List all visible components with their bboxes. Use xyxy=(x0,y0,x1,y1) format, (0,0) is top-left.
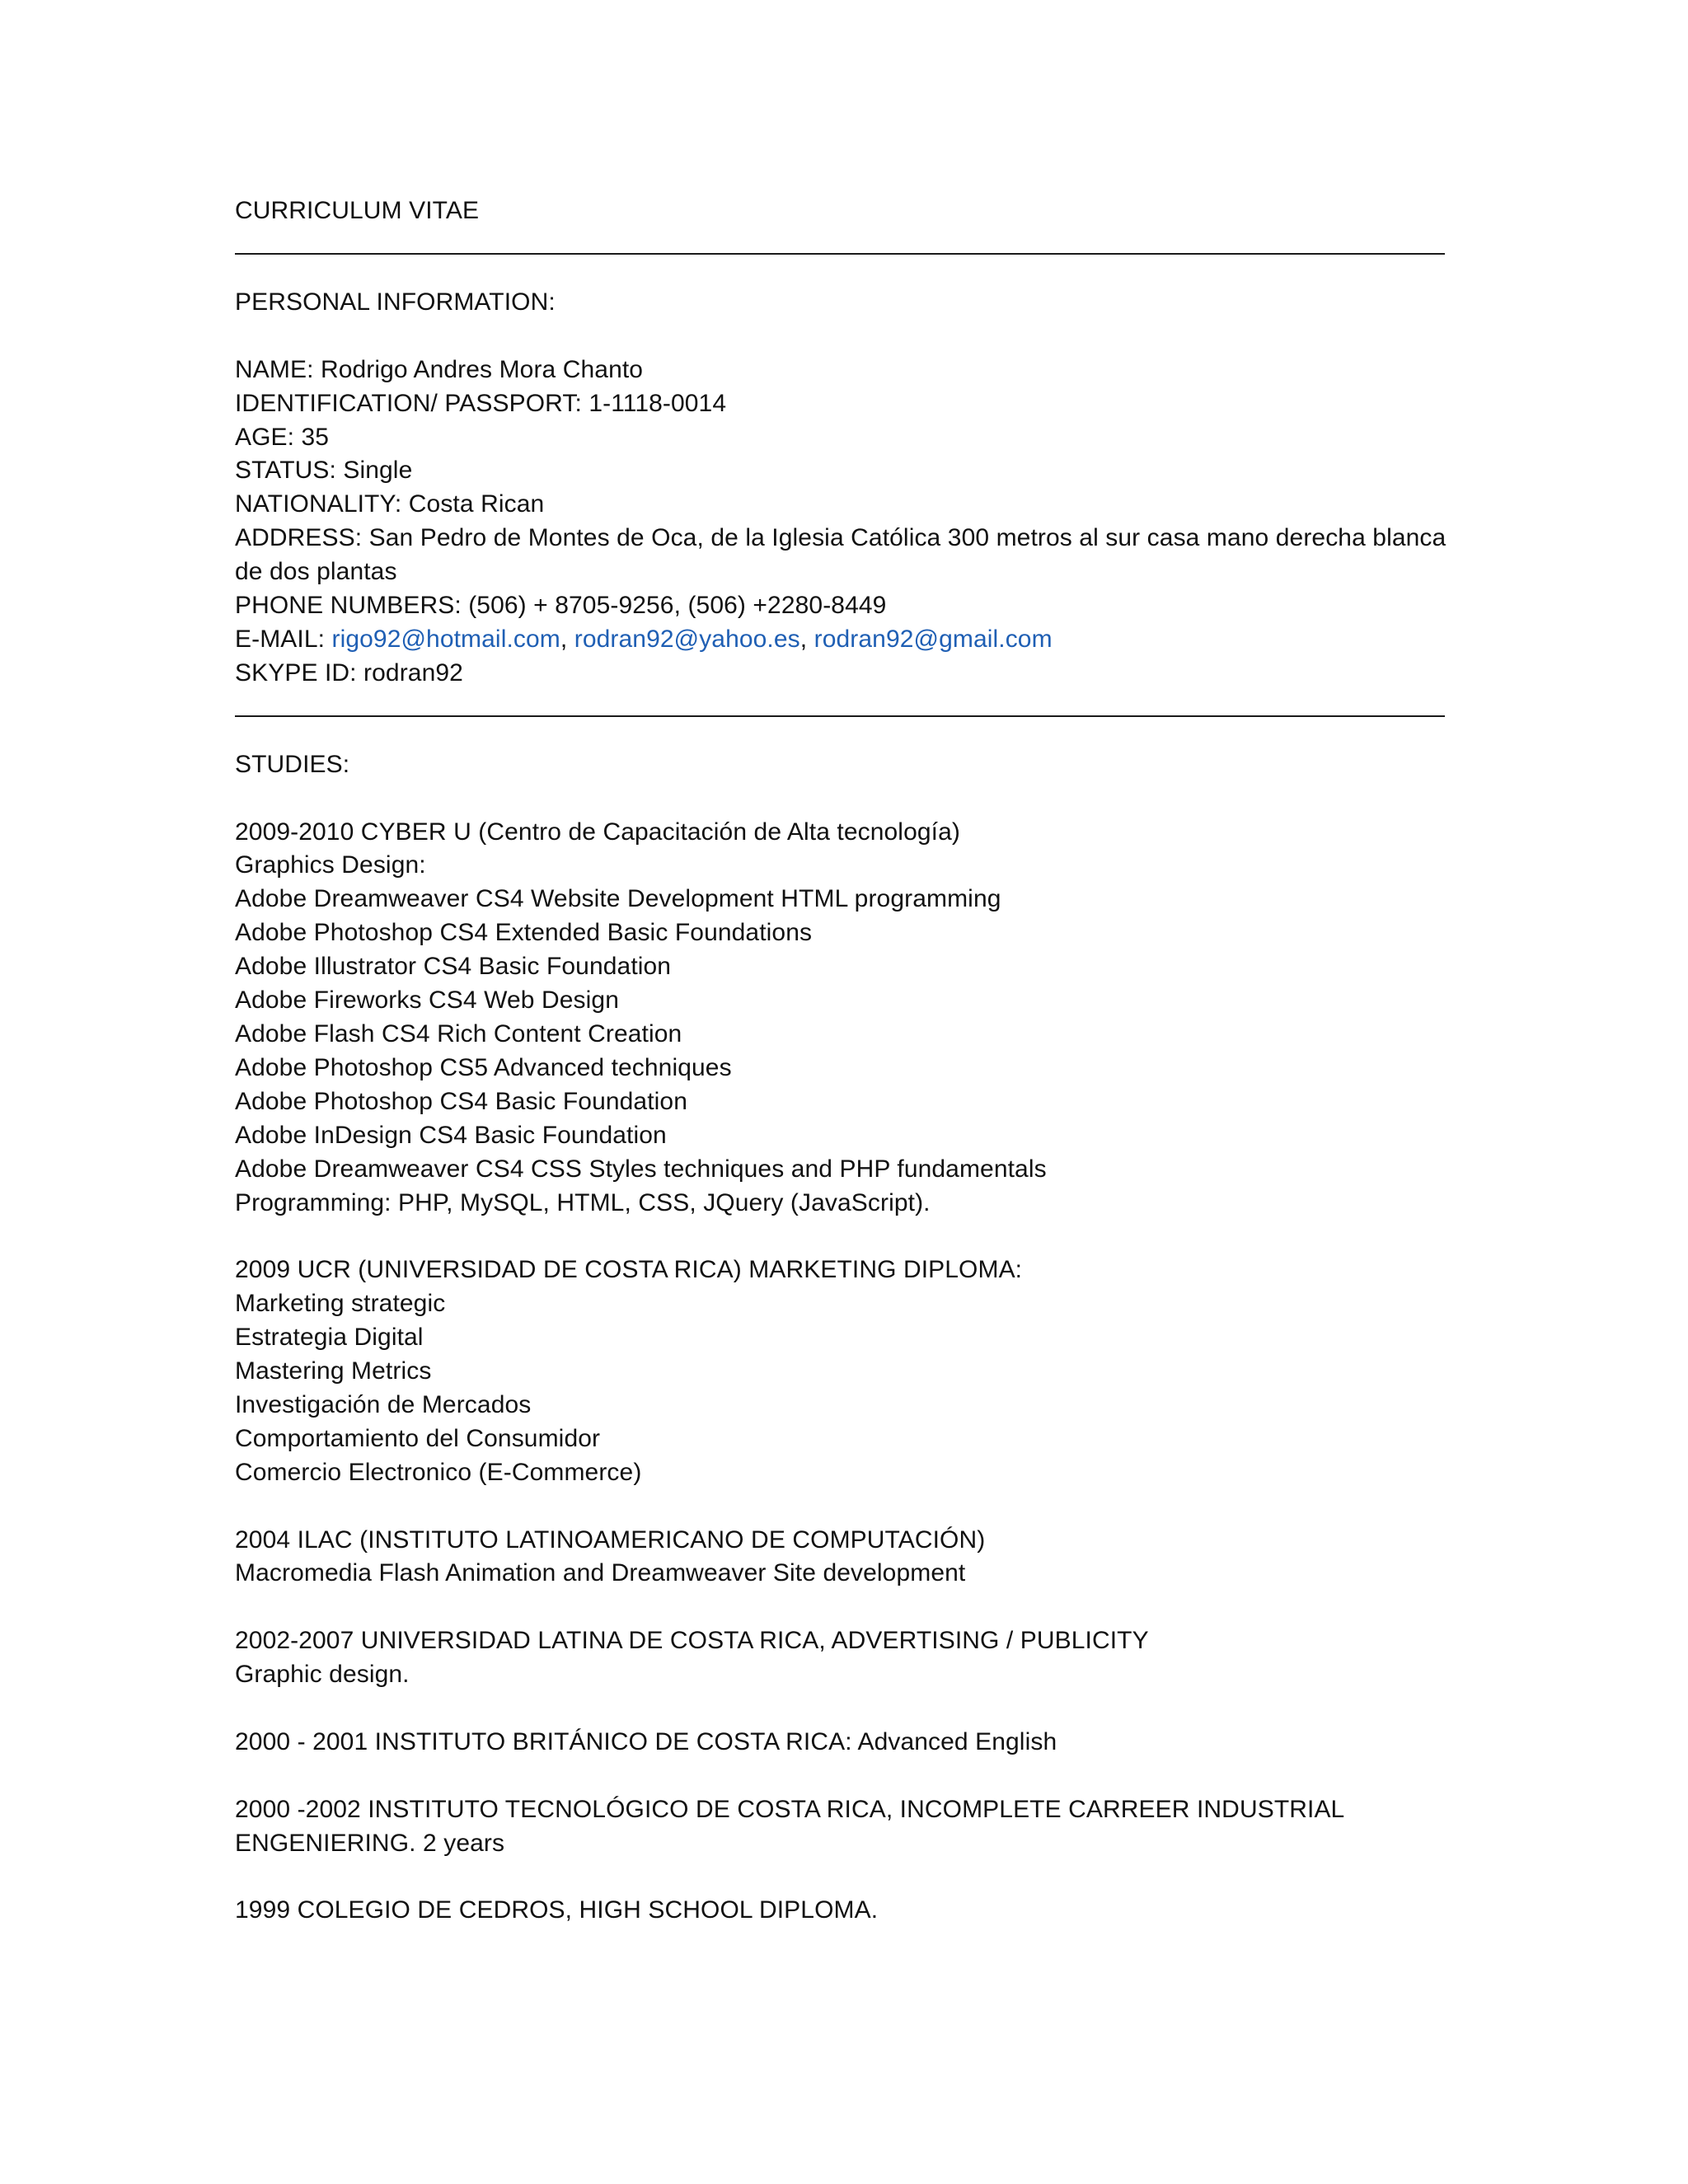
list-item: Mastering Metrics xyxy=(235,1357,432,1385)
list-item: Estrategia Digital xyxy=(235,1324,424,1352)
email-separator: , xyxy=(560,625,574,653)
personal-info-heading: PERSONAL INFORMATION: xyxy=(235,288,556,316)
study-cyber-list xyxy=(235,849,1455,1220)
list-item: Marketing strategic xyxy=(235,1290,446,1318)
list-item: Investigación de Mercados xyxy=(235,1390,532,1418)
list-item: Comportamiento del Consumidor xyxy=(235,1424,601,1452)
spacer xyxy=(235,782,1455,816)
email-line xyxy=(235,623,1455,657)
list-item: Adobe Photoshop CS5 Advanced techniques xyxy=(235,1053,732,1081)
spacer xyxy=(235,320,1455,354)
spacer xyxy=(235,1692,1455,1726)
phone-line: PHONE NUMBERS: (506) + 8705-9256, (506) +2280-8449 xyxy=(235,592,887,620)
status-line: STATUS: Single xyxy=(235,457,413,485)
study-ilac-title: 2004 ILAC (INSTITUTO LATINOAMERICANO DE COMPUTACIÓN) xyxy=(235,1526,986,1554)
id-line: IDENTIFICATION/ PASSPORT: 1-1118-0014 xyxy=(235,389,727,417)
email-link-gmail[interactable]: rodran92@gmail.com xyxy=(814,625,1053,653)
spacer xyxy=(235,1861,1455,1895)
list-item: Adobe Dreamweaver CS4 CSS Styles techniques and PHP fundamentals xyxy=(235,1155,1047,1183)
email-separator: , xyxy=(799,625,814,653)
address-line: ADDRESS: San Pedro de Montes de Oca, de la Iglesia Católica 300 metros al sur casa mano derecha blanca de dos plantas xyxy=(235,524,1447,586)
spacer xyxy=(235,1220,1455,1254)
nationality-line: NATIONALITY: Costa Rican xyxy=(235,490,545,518)
list-item: Adobe Flash CS4 Rich Content Creation xyxy=(235,1020,682,1047)
skype-line: SKYPE ID: rodran92 xyxy=(235,658,463,687)
email-label: E-MAIL: xyxy=(235,625,332,653)
study-ucr-title: 2009 UCR (UNIVERSIDAD DE COSTA RICA) MARKETING DIPLOMA: xyxy=(235,1256,1023,1284)
study-ilac-detail: Macromedia Flash Animation and Dreamweaver Site development xyxy=(235,1559,966,1587)
list-item: Graphics Design: xyxy=(235,851,426,879)
list-item: Adobe Fireworks CS4 Web Design xyxy=(235,987,619,1015)
study-cedros: 1999 COLEGIO DE CEDROS, HIGH SCHOOL DIPLOMA. xyxy=(235,1896,879,1924)
email-link-yahoo[interactable]: rodran92@yahoo.es xyxy=(574,625,800,653)
list-item: Adobe Photoshop CS4 Basic Foundation xyxy=(235,1087,687,1115)
cv-document xyxy=(235,194,1455,1928)
list-item: Comercio Electronico (E-Commerce) xyxy=(235,1458,642,1486)
list-item: Adobe InDesign CS4 Basic Foundation xyxy=(235,1121,667,1149)
spacer xyxy=(235,1490,1455,1524)
horizontal-divider xyxy=(235,253,1445,258)
study-ucr-list xyxy=(235,1287,1455,1489)
email-link-hotmail[interactable]: rigo92@hotmail.com xyxy=(331,625,560,653)
study-britanico: 2000 - 2001 INSTITUTO BRITÁNICO DE COSTA RICA: Advanced English xyxy=(235,1727,1057,1755)
list-item: Adobe Dreamweaver CS4 Website Development HTML programming xyxy=(235,885,1001,913)
age-line: AGE: 35 xyxy=(235,423,330,451)
studies-heading: STUDIES: xyxy=(235,750,350,778)
study-ulatina-title: 2002-2007 UNIVERSIDAD LATINA DE COSTA RICA, ADVERTISING / PUBLICITY xyxy=(235,1627,1149,1655)
list-item: Adobe Illustrator CS4 Basic Foundation xyxy=(235,953,672,981)
document-title: CURRICULUM VITAE xyxy=(235,197,480,224)
name-line: NAME: Rodrigo Andres Mora Chanto xyxy=(235,355,644,383)
spacer xyxy=(235,1760,1455,1793)
spacer xyxy=(235,1591,1455,1624)
list-item: Adobe Photoshop CS4 Extended Basic Foundations xyxy=(235,919,813,947)
study-ulatina-detail: Graphic design. xyxy=(235,1661,410,1689)
horizontal-divider xyxy=(235,715,1445,720)
study-tec: 2000 -2002 INSTITUTO TECNOLÓGICO DE COSTA RICA, INCOMPLETE CARREER INDUSTRIAL ENGENIERING. 2 years xyxy=(235,1795,1344,1857)
study-cyber-title: 2009-2010 CYBER U (Centro de Capacitación de Alta tecnología) xyxy=(235,818,960,846)
list-item: Programming: PHP, MySQL, HTML, CSS, JQuery (JavaScript). xyxy=(235,1188,931,1216)
